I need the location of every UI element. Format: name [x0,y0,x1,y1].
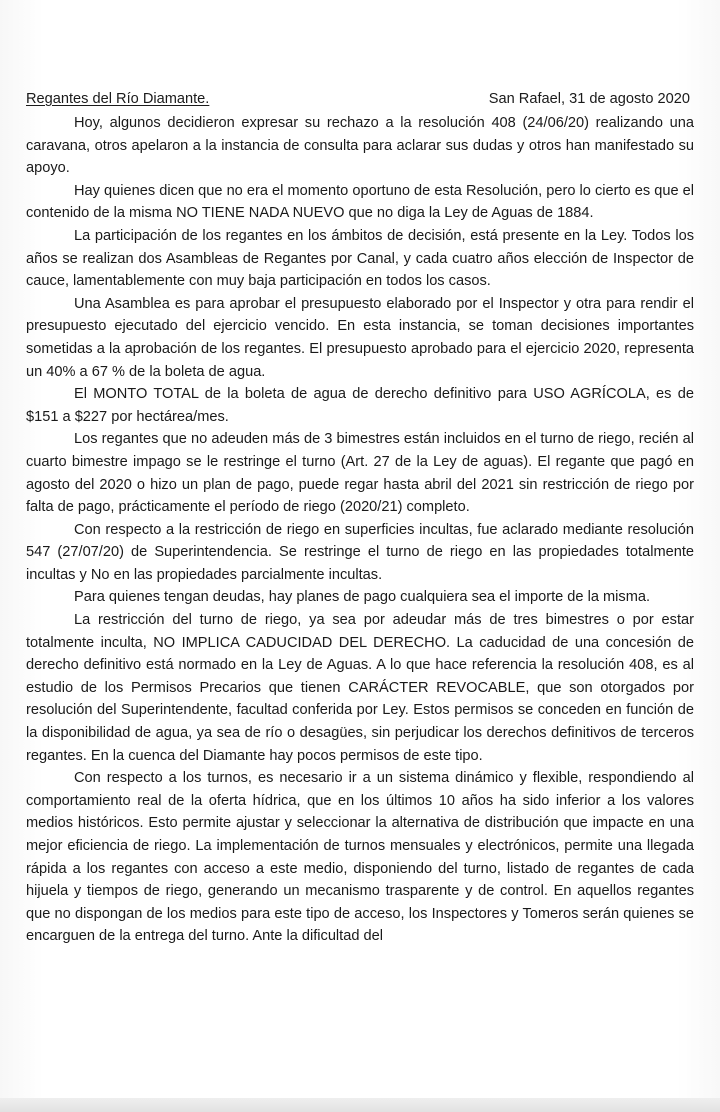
place-date: San Rafael, 31 de agosto 2020 [488,91,690,107]
paragraph: Los regantes que no adeuden más de 3 bimestres están incluidos en el turno de riego, recién al cuarto bimestre impago se le restringe el turno (Art. 27 de la Ley de aguas). El regante que pagó en agosto del 2020 o hizo un plan de pago, puede regar hasta abril del 2021 sin restricción de riego por falta de pago, prácticamente el período de riego (2020/21) completo. [26,431,694,516]
paragraph: La restricción del turno de riego, ya sea por adeudar más de tres bimestres o por estar totalmente inculta, NO IMPLICA CADUCIDAD DEL DERECHO. La caducidad de una concesión de derecho definitivo está normado en la Ley de Aguas. A lo que hace referencia la resolución 408, es al estudio de los Permisos Precarios que tienen CARÁCTER REVOCABLE, que son otorgados por resolución del Superintendente, facultad conferida por Ley. Estos permisos se conceden en función de la disponibilidad de agua, ya sea de río o desagües, sin perjudicar los derechos definitivos de terceros regantes. En la cuenca del Diamante hay pocos permisos de este tipo. [26,612,694,764]
paragraph: La participación de los regantes en los ámbitos de decisión, está presente en la Ley. Todos los años se realizan dos Asambleas de Regantes por Canal, y cada cuatro años elección de Inspector de cauce, lamentablemente con muy baja participación en todos los casos. [26,227,694,290]
paragraph: Con respecto a la restricción de riego en superficies incultas, fue aclarado mediante resolución 547 (27/07/20) de Superintendencia. Se restringe el turno de riego en las propiedades totalmente incultas y No en las propiedades parcialmente incultas. [26,521,694,583]
paragraph: Hoy, algunos decidieron expresar su rechazo a la resolución 408 (24/06/20) realizando una caravana, otros apelaron a la instancia de consulta para aclarar sus dudas y otros han manifestado su apoyo. [26,115,694,177]
paragraph: Con respecto a los turnos, es necesario ir a un sistema dinámico y flexible, respondiendo al comportamiento real de la oferta hídrica, que en los últimos 10 años ha sido inferior a los valores medios históricos. Esto permite ajustar y seleccionar la alternativa de distribución que impacte en una mejor eficiencia de riego. La implementación de turnos mensuales y electrónicos, permite una llegada rápida a los regantes con acceso a este medio, disponiendo del turno, listado de regantes de cada hijuela y tiempos de riego, generando un mecanismo trasparente y de control. En aquellos regantes que no dispongan de los medios para este tipo de acceso, los Inspectores y Tomeros serán quienes se encarguen de la entrega del turno. Ante la dificultad del [26,770,694,945]
organization-name: Regantes del Río Diamante. [26,91,210,107]
page-bottom-edge [0,1098,720,1112]
paragraph: Una Asamblea es para aprobar el presupuesto elaborado por el Inspector y otra para rendir el presupuesto ejecutado del ejercicio vencido. En esta instancia, se toman decisiones importantes sometidas a la aprobación de los regantes. El presupuesto aprobado para el ejercicio 2020, representa un 40% a 67 % de la boleta de agua. [26,295,694,380]
document-body [26,88,694,948]
letter-header [26,88,694,112]
paragraph: Para quienes tengan deudas, hay planes de pago cualquiera sea el importe de la misma. [74,589,651,606]
paragraph: El MONTO TOTAL de la boleta de agua de derecho definitivo para USO AGRÍCOLA, es de $151 a $227 por hectárea/mes. [26,386,694,425]
paragraph: Hay quienes dicen que no era el momento oportuno de esta Resolución, pero lo cierto es que el contenido de la misma NO TIENE NADA NUEVO que no diga la Ley de Aguas de 1884. [26,182,694,222]
